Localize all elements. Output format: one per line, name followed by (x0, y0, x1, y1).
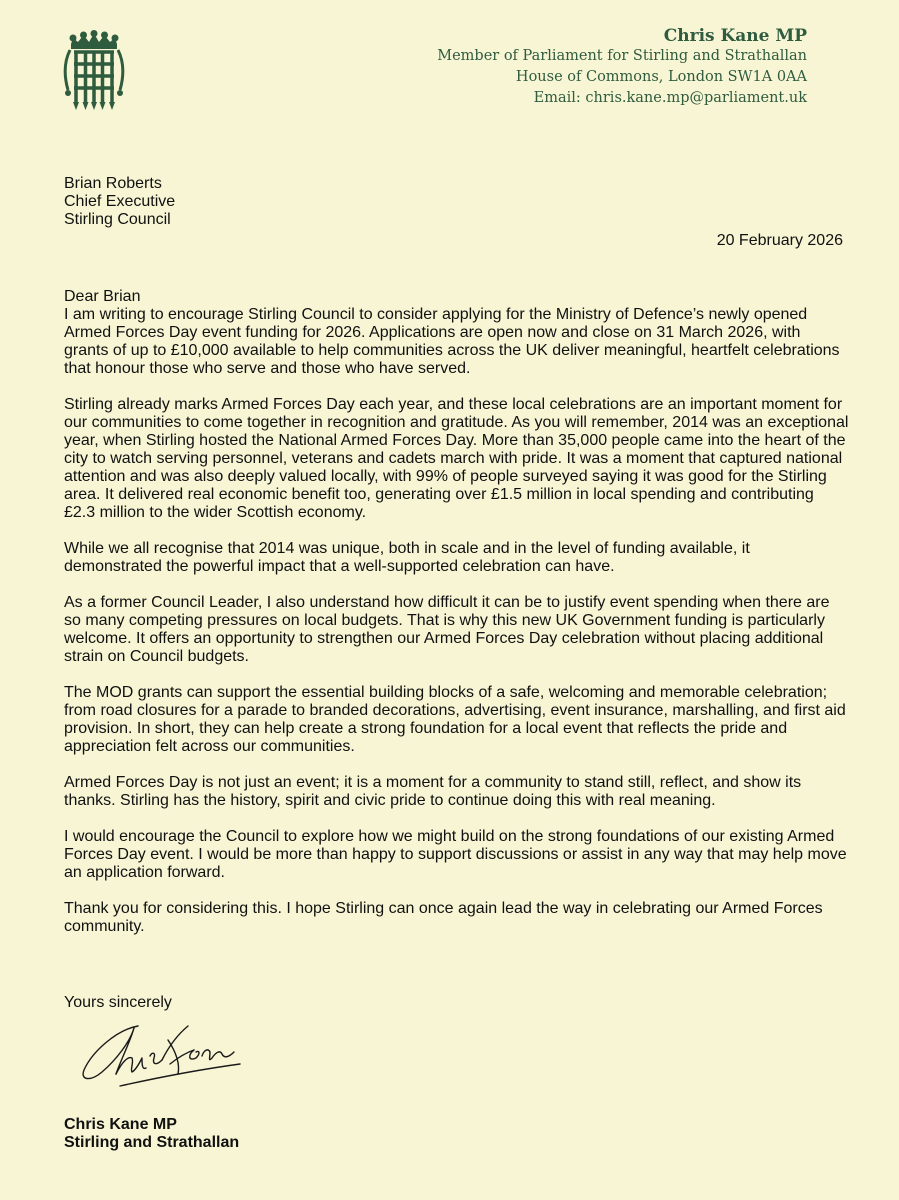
salutation: Dear Brian (64, 288, 141, 305)
recipient-title: Chief Executive (64, 193, 176, 210)
letterhead-name: Chris Kane MP (663, 26, 807, 46)
recipient-block (64, 175, 175, 229)
letterhead-email: Email: chris.kane.mp@parliament.uk (533, 90, 807, 106)
paragraph: Armed Forces Day is not just an event; it is a moment for a community to stand still, reflect, and show its thanks. Stirling has the history, spirit and civic pride to continue doing this with real meaning. (64, 774, 802, 809)
signoff-block (64, 1116, 239, 1152)
paragraph: While we all recognise that 2014 was unique, both in scale and in the level of funding available, it demonstrated the powerful impact that a well-supported celebration can have. (64, 540, 750, 575)
recipient-name: Brian Roberts (64, 175, 162, 192)
portcullis-icon (62, 30, 126, 114)
paragraph: As a former Council Leader, I also understand how difficult it can be to justify event spending when there are so many competing pressures on local budgets. That is why this new UK Government funding is particularly welcome. It offers an opportunity to strengthen our Armed Forces Day celebration without placing additional strain on Council budgets. (64, 594, 830, 665)
paragraph: Stirling already marks Armed Forces Day each year, and these local celebrations are an important moment for our communities to come together in recognition and gratitude. As you will remember, 2014 was an exceptional year, when Stirling hosted the National Armed Forces Day. More than 35,000 people came into the heart of the city to watch serving personnel, veterans and cadets march with pride. It was a moment that captured national attention and was also deeply valued locally, with 99% of people surveyed saying it was good for the Stirling area. It delivered real economic benefit too, generating over £1.5 million in local spending and contributing £2.3 million to the wider Scottish economy. (64, 396, 849, 521)
letterhead (437, 26, 807, 109)
recipient-organisation: Stirling Council (64, 211, 171, 228)
signoff-name: Chris Kane MP (64, 1116, 177, 1133)
paragraph: I would encourage the Council to explore how we might build on the strong foundations of our existing Armed Forces Day event. I would be more than happy to support discussions or assist in any way that may help move an application forward. (64, 828, 847, 881)
closing: Yours sincerely (64, 994, 172, 1011)
paragraph: Thank you for considering this. I hope Stirling can once again lead the way in celebrating our Armed Forces community. (64, 900, 823, 935)
signature (76, 1012, 246, 1092)
letterhead-address: House of Commons, London SW1A 0AA (515, 69, 807, 85)
letter-body (64, 288, 849, 954)
letter-date: 20 February 2026 (716, 232, 843, 249)
paragraph: The MOD grants can support the essential building blocks of a safe, welcoming and memorable celebration; from road closures for a parade to branded decorations, advertising, event insurance, marshalling, and first aid provision. In short, they can help create a strong foundation for a local event that reflects the pride and appreciation felt across our communities. (64, 684, 846, 755)
signoff-constituency: Stirling and Strathallan (64, 1134, 240, 1151)
paragraph: I am writing to encourage Stirling Council to consider applying for the Ministry of Defence’s newly opened Armed Forces Day event funding for 2026. Applications are open now and close on 31 March 2026, with grants of up to £10,000 available to help communities across the UK deliver meaningful, heartfelt celebrations that honour those who serve and those who have served. (64, 306, 840, 377)
letterhead-role: Member of Parliament for Stirling and Strathallan (437, 48, 807, 64)
